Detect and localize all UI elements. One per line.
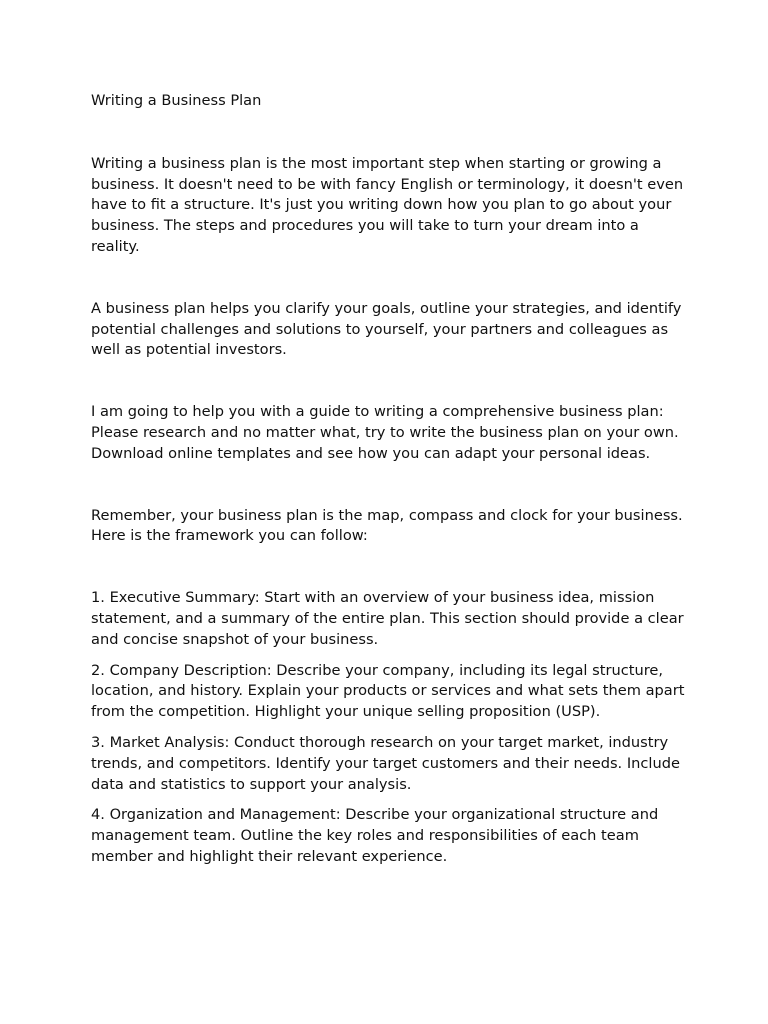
purpose-paragraph: A business plan helps you clarify your goals, outline your strategies, and identify potential challenges and solutions to yourself, your partners and colleagues as well as potential investors. bbox=[91, 299, 682, 359]
framework-list bbox=[91, 588, 691, 868]
list-item-company-description: 2. Company Description: Describe your company, including its legal structure, location, and history. Explain your products or services and what sets them apart from the competition. Highlight your unique selling proposition (USP). bbox=[91, 661, 685, 721]
guide-paragraph: I am going to help you with a guide to writing a comprehensive business plan: Please research and no matter what, try to write the business plan on your own. Download online templates and see how you can adapt your personal ideas. bbox=[91, 403, 679, 462]
document-body bbox=[91, 91, 691, 878]
list-item-organization-management: 4. Organization and Management: Describe your organizational structure and management team. Outline the key roles and responsibilities of each team member and highlight their relevant experience. bbox=[91, 806, 659, 865]
document-title: Writing a Business Plan bbox=[91, 92, 262, 109]
framework-paragraph: Remember, your business plan is the map, compass and clock for your business. Here is the framework you can follow: bbox=[91, 506, 683, 545]
list-item-market-analysis: 3. Market Analysis: Conduct thorough research on your target market, industry trends, and competitors. Identify your target customers and their needs. Include data and statistics to support your analysis. bbox=[91, 733, 680, 793]
list-item-executive-summary: 1. Executive Summary: Start with an overview of your business idea, mission statement, and a summary of the entire plan. This section should provide a clear and concise snapshot of your business. bbox=[91, 589, 684, 648]
intro-paragraph: Writing a business plan is the most important step when starting or growing a business. It doesn't need to be with fancy English or terminology, it doesn't even have to fit a structure. It's just you writing down how you plan to go about your business. The steps and procedures you will take to turn your dream into a reality. bbox=[91, 154, 684, 255]
